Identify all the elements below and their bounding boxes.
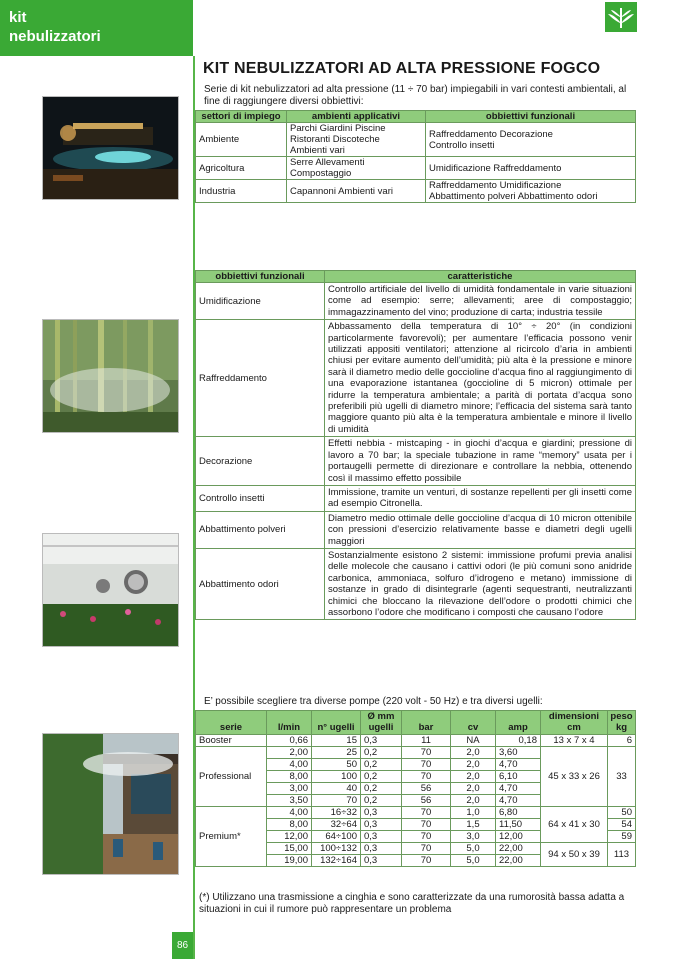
header-line: ugelli [368, 721, 394, 733]
amp-cell: 6,10 [496, 771, 541, 783]
omm-cell: 0,3 [361, 819, 402, 831]
bar-cell: 70 [402, 759, 451, 771]
nugelli-cell: 32÷64 [312, 819, 361, 831]
dim-cell: 94 x 50 x 39 [541, 843, 608, 867]
goal-name-cell: Abbattimento odori [196, 548, 325, 619]
bar-cell: 70 [402, 831, 451, 843]
omm-cell: 0,2 [361, 759, 402, 771]
brand-logo [605, 2, 637, 32]
goal-name-cell: Umidificazione [196, 283, 325, 320]
table-row [196, 180, 636, 203]
column-header [541, 711, 608, 735]
nugelli-cell: 16÷32 [312, 807, 361, 819]
leaf-logo-icon [605, 2, 637, 32]
goals-table [195, 270, 636, 620]
cv-cell: 2,0 [451, 795, 496, 807]
lmin-cell: 4,00 [267, 807, 312, 819]
goal-cell [426, 123, 636, 157]
photo-patio-mist [42, 733, 179, 875]
goal-cell [426, 157, 636, 180]
column-header: l/min [267, 711, 312, 735]
amp-cell: 11,50 [496, 819, 541, 831]
column-header [608, 711, 636, 735]
photo-pool-night [42, 96, 179, 200]
bar-cell: 70 [402, 855, 451, 867]
dim-cell: 13 x 7 x 4 [541, 735, 608, 747]
table-header-row [196, 711, 636, 735]
table-row [196, 437, 636, 486]
footnote: (*) Utilizzano una trasmissione a cinghia e sono caratterizzate da una rumorosità bassa adatta a situazioni in cui il rumore può rappresentare un problema [199, 892, 625, 915]
dim-cell: 64 x 41 x 30 [541, 807, 608, 843]
env-line: Ristoranti Discoteche [290, 134, 380, 145]
column-header: n° ugelli [312, 711, 361, 735]
goal-line: Abbattimento polveri Abbattimento odori [429, 191, 598, 202]
omm-cell: 0,3 [361, 855, 402, 867]
lmin-cell: 4,00 [267, 759, 312, 771]
nugelli-cell: 50 [312, 759, 361, 771]
bar-cell: 56 [402, 795, 451, 807]
sector-cell: Ambiente [196, 123, 287, 157]
table-row [196, 157, 636, 180]
amp-cell: 4,70 [496, 759, 541, 771]
omm-cell: 0,3 [361, 807, 402, 819]
column-header: settori di impiego [196, 111, 287, 123]
cv-cell: 2,0 [451, 771, 496, 783]
cv-cell: 2,0 [451, 759, 496, 771]
column-header: serie [196, 711, 267, 735]
lmin-cell: 12,00 [267, 831, 312, 843]
goal-name-cell: Raffreddamento [196, 320, 325, 437]
lmin-cell: 2,00 [267, 747, 312, 759]
omm-cell: 0,3 [361, 735, 402, 747]
lmin-cell: 15,00 [267, 843, 312, 855]
peso-cell: 54 [608, 819, 636, 831]
bar-cell: 70 [402, 807, 451, 819]
header-line: kg [615, 721, 628, 733]
peso-cell: 6 [608, 735, 636, 747]
env-line: Capannoni Ambienti vari [290, 185, 393, 197]
bar-cell: 56 [402, 783, 451, 795]
nugelli-cell: 100 [312, 771, 361, 783]
table-header-row [196, 271, 636, 283]
serie-cell: Premium* [196, 807, 267, 867]
table-row [196, 807, 636, 819]
goal-line: Controllo insetti [429, 139, 495, 151]
table-row [196, 123, 636, 157]
env-line: Compostaggio [290, 168, 352, 179]
header-line: Ø mm [367, 711, 395, 722]
bar-cell: 70 [402, 771, 451, 783]
lmin-cell: 19,00 [267, 855, 312, 867]
sectors-table [195, 110, 636, 203]
nugelli-cell: 40 [312, 783, 361, 795]
photo-greenhouse [42, 533, 179, 647]
goal-desc-cell: Effetti nebbia - mistcaping - in giochi d’acqua e giardini; pressione di lavoro a 70 bar; la speciale tubazione in rame “memory” usata per i portaugelli permette di direzionare e controllare la nebbia, ottenendo così il massimo effetto possibile [325, 437, 636, 486]
sector-cell: Industria [196, 180, 287, 203]
amp-cell: 4,70 [496, 795, 541, 807]
nugelli-cell: 70 [312, 795, 361, 807]
env-cell [287, 180, 426, 203]
goal-name-cell: Decorazione [196, 437, 325, 486]
goal-desc-cell: Abbassamento della temperatura di 10° ÷ 20° (in condizioni particolarmente favorevoli); per aumentare l’efficacia possono venir utilizzati appositi ventilatori; attenzione al ricircolo d’aria in ambienti chiusi per evitare aumento dell’umidità; più alta è la pressione e minore sarà il diametro medio delle goccioline d’acqua fino al raggiungimento di una evaporazione istantanea (goccioline di 5 micron) ottimale per ridurre la temperatura ambientale; a parità di portata d’acqua sono preferibili più ugelli di diametro minore; l’efficacia del sistema sarà tanto maggiore quanto più alta è la temperatura ambientale e minore il livello di umidità [325, 320, 636, 437]
page-title: KIT NEBULIZZATORI AD ALTA PRESSIONE FOGCO [203, 60, 601, 77]
nugelli-cell: 25 [312, 747, 361, 759]
env-cell [287, 157, 426, 180]
env-line: Serre Allevamenti [290, 157, 365, 168]
nugelli-cell: 15 [312, 735, 361, 747]
amp-cell: 0,18 [496, 735, 541, 747]
column-header: obbiettivi funzionali [196, 271, 325, 283]
goal-line: Umidificazione Raffreddamento [429, 162, 562, 174]
bar-cell: 70 [402, 747, 451, 759]
table-row [196, 320, 636, 437]
goal-name-cell: Controllo insetti [196, 485, 325, 511]
bar-cell: 70 [402, 843, 451, 855]
table-row [196, 747, 636, 759]
column-header [361, 711, 402, 735]
table-header-row [196, 111, 636, 123]
page-number: 86 [172, 932, 193, 959]
omm-cell: 0,2 [361, 747, 402, 759]
amp-cell: 22,00 [496, 843, 541, 855]
amp-cell: 4,70 [496, 783, 541, 795]
column-header: obbiettivi funzionali [426, 111, 636, 123]
serie-cell: Booster [196, 735, 267, 747]
sector-cell: Agricoltura [196, 157, 287, 180]
bar-cell: 70 [402, 819, 451, 831]
table-row [196, 511, 636, 548]
lmin-cell: 3,00 [267, 783, 312, 795]
column-header: caratteristiche [325, 271, 636, 283]
lmin-cell: 0,66 [267, 735, 312, 747]
serie-cell: Professional [196, 747, 267, 807]
nugelli-cell: 64÷100 [312, 831, 361, 843]
lmin-cell: 8,00 [267, 819, 312, 831]
goal-cell [426, 180, 636, 203]
peso-cell: 50 [608, 807, 636, 819]
amp-cell: 12,00 [496, 831, 541, 843]
env-line: Ambienti vari [290, 145, 345, 156]
omm-cell: 0,2 [361, 795, 402, 807]
goal-desc-cell: Diametro medio ottimale delle goccioline d’acqua di 10 micron ottenibile con pressioni d’esercizio relativamente basse e diametri degli ugelli maggiori [325, 511, 636, 548]
cv-cell: 2,0 [451, 783, 496, 795]
cv-cell: 1,0 [451, 807, 496, 819]
cv-cell: 1,5 [451, 819, 496, 831]
lmin-cell: 3,50 [267, 795, 312, 807]
env-cell [287, 123, 426, 157]
table-row [196, 548, 636, 619]
header-line: peso [610, 711, 633, 722]
nugelli-cell: 100÷132 [312, 843, 361, 855]
column-header: bar [402, 711, 451, 735]
peso-cell: 59 [608, 831, 636, 843]
header-line: dimensioni [548, 711, 600, 722]
pumps-table [195, 710, 636, 867]
bar-cell: 11 [402, 735, 451, 747]
section-tab [0, 0, 193, 56]
amp-cell: 22,00 [496, 855, 541, 867]
goal-line: Raffreddamento Decorazione [429, 128, 553, 140]
intro-text: Serie di kit nebulizzatori ad alta pressione (11 ÷ 70 bar) impiegabili in vari contesti ambientali, al fine di raggiungere diversi obbiettivi: [204, 84, 627, 107]
goal-desc-cell: Controllo artificiale del livello di umidità fondamentale in varie situazioni come ad esempio: serre; allevamenti; aree di compostaggio; immagazzinamento del vino; produzione di carta; industria tessile [325, 283, 636, 320]
cv-cell: 5,0 [451, 855, 496, 867]
table-row [196, 735, 636, 747]
lmin-cell: 8,00 [267, 771, 312, 783]
goal-desc-cell: Sostanzialmente esistono 2 sistemi: immissione profumi previa analisi delle molecole che causano i cattivi odori (le più comuni sono anidride carbonica, ammoniaca, solfuro d’idrogeno e metano) immissione di sostanze in grado di disintegrarle (agenti sequestranti, neutralizzanti chimici che bloccano la rilevazione dell’odore o prodotti chimici che assorbono l’odore che modificano i composti che causano l’odore [325, 548, 636, 619]
omm-cell: 0,3 [361, 831, 402, 843]
column-header: amp [496, 711, 541, 735]
env-line: Parchi Giardini Piscine [290, 123, 386, 134]
amp-cell: 3,60 [496, 747, 541, 759]
cv-cell: 2,0 [451, 747, 496, 759]
cv-cell: 3,0 [451, 831, 496, 843]
photo-bamboo-mist [42, 319, 179, 433]
omm-cell: 0,3 [361, 843, 402, 855]
omm-cell: 0,2 [361, 783, 402, 795]
goal-desc-cell: Immissione, tramite un venturi, di sostanze repellenti per gli insetti come ad esempio Citronella. [325, 485, 636, 511]
cv-cell: NA [451, 735, 496, 747]
section-tab-line2: nebulizzatori [9, 28, 101, 45]
table-row [196, 485, 636, 511]
goal-line: Raffreddamento Umidificazione [429, 180, 562, 191]
omm-cell: 0,2 [361, 771, 402, 783]
table-row [196, 283, 636, 320]
dim-cell: 45 x 33 x 26 [541, 747, 608, 807]
peso-cell: 113 [608, 843, 636, 867]
cv-cell: 5,0 [451, 843, 496, 855]
goal-name-cell: Abbattimento polveri [196, 511, 325, 548]
section-tab-line1: kit [9, 9, 27, 26]
peso-cell: 33 [608, 747, 636, 807]
pumps-intro: E’ possibile scegliere tra diverse pompe (220 volt - 50 Hz) e tra diversi ugelli: [204, 696, 543, 707]
header-line: cm [567, 721, 581, 733]
column-header: ambienti applicativi [287, 111, 426, 123]
amp-cell: 6,80 [496, 807, 541, 819]
nugelli-cell: 132÷164 [312, 855, 361, 867]
column-header: cv [451, 711, 496, 735]
